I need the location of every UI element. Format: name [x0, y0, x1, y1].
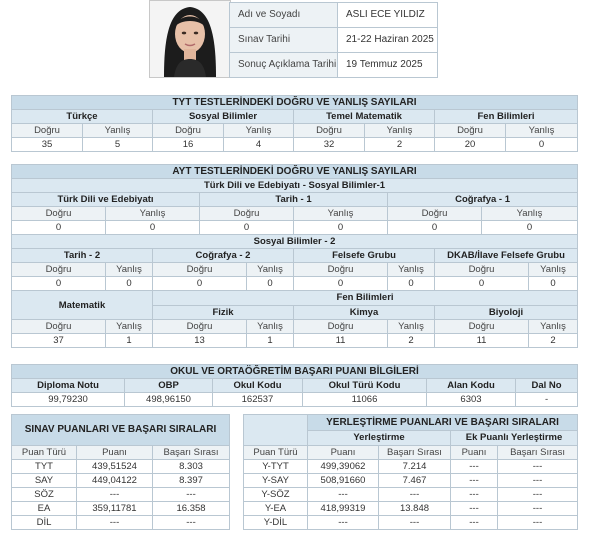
y-header: Puan Türü — [244, 446, 308, 460]
tyt-table — [11, 95, 578, 152]
dogru-label: Doğru — [12, 207, 106, 221]
y-puan-turu: Y-SÖZ — [244, 488, 308, 502]
ayt-value: 0 — [200, 221, 294, 235]
okul-title: OKUL VE ORTAÖĞRETİM BAŞARI PUANI BİLGİLERİ — [12, 365, 578, 379]
basari-sirasi: --- — [153, 488, 230, 502]
ayt-value: 2 — [388, 334, 435, 348]
tyt-value: 0 — [506, 138, 578, 152]
y-puan: --- — [308, 516, 379, 530]
okul-value: 99,79230 — [12, 393, 125, 407]
dogru-label: Doğru — [388, 207, 482, 221]
ek-puan: --- — [451, 516, 498, 530]
ayt-value: 0 — [12, 277, 106, 291]
ek-puan: --- — [451, 474, 498, 488]
yanlis-label: Yanlış — [388, 320, 435, 334]
dogru-label: Doğru — [12, 124, 83, 138]
ayt-value: 37 — [12, 334, 106, 348]
dogru-label: Doğru — [294, 124, 365, 138]
tyt-value: 5 — [83, 138, 153, 152]
result-date-value: 19 Temmuz 2025 — [338, 53, 438, 78]
ayt-subject-edebiyat: Türk Dili ve Edebiyatı — [12, 193, 200, 207]
sinav-puanlari-table — [11, 414, 230, 530]
puan: --- — [77, 488, 153, 502]
dogru-label: Doğru — [12, 263, 106, 277]
yerlestirme-corner — [244, 415, 308, 446]
dogru-label: Doğru — [435, 263, 529, 277]
y-puan: 499,39062 — [308, 460, 379, 474]
tyt-value: 16 — [153, 138, 224, 152]
yanlis-label: Yanlış — [529, 263, 578, 277]
y-puan: --- — [308, 488, 379, 502]
dogru-label: Doğru — [294, 263, 388, 277]
okul-table — [11, 364, 578, 407]
tyt-subject-matematik: Temel Matematik — [294, 110, 435, 124]
okul-header: Okul Kodu — [213, 379, 303, 393]
y-header: Başarı Sırası — [379, 446, 451, 460]
ayt-value: 11 — [294, 334, 388, 348]
okul-value: 11066 — [303, 393, 427, 407]
result-date-label: Sonuç Açıklama Tarihi — [230, 53, 338, 78]
ayt-value: 0 — [247, 277, 294, 291]
yerlestirme-col: Yerleştirme — [308, 430, 451, 446]
y-header: Puanı — [308, 446, 379, 460]
puan: --- — [77, 516, 153, 530]
tyt-value: 32 — [294, 138, 365, 152]
yanlis-label: Yanlış — [529, 320, 578, 334]
sinav-title: SINAV PUANLARI VE BAŞARI SIRALARI — [12, 415, 230, 446]
ayt-subject-cografya1: Coğrafya - 1 — [388, 193, 578, 207]
ayt-subject-tarih2: Tarih - 2 — [12, 249, 153, 263]
ayt-value: 1 — [106, 334, 153, 348]
ayt-value: 11 — [435, 334, 529, 348]
y-basari-sirasi: 7.467 — [379, 474, 451, 488]
ayt-value: 0 — [388, 277, 435, 291]
basari-sirasi: 8.303 — [153, 460, 230, 474]
yanlis-label: Yanlış — [106, 320, 153, 334]
okul-header: Alan Kodu — [427, 379, 516, 393]
ayt-value: 0 — [106, 221, 200, 235]
ayt-value: 0 — [106, 277, 153, 291]
y-puan-turu: Y-TYT — [244, 460, 308, 474]
okul-value: 498,96150 — [125, 393, 213, 407]
ayt-group1-title: Türk Dili ve Edebiyatı - Sosyal Bilimler-1 — [12, 179, 578, 193]
y-header: Puanı — [451, 446, 498, 460]
puan-turu: TYT — [12, 460, 77, 474]
ayt-value: 0 — [294, 277, 388, 291]
puan: 359,11781 — [77, 502, 153, 516]
yanlis-label: Yanlış — [247, 320, 294, 334]
yanlis-label: Yanlış — [388, 263, 435, 277]
tyt-subject-sosyal: Sosyal Bilimler — [153, 110, 294, 124]
yanlis-label: Yanlış — [482, 207, 578, 221]
tyt-value: 35 — [12, 138, 83, 152]
yerlestirme-title: YERLEŞTİRME PUANLARI VE BAŞARI SIRALARI — [308, 415, 578, 431]
tyt-subject-turkce: Türkçe — [12, 110, 153, 124]
ek-basari-sirasi: --- — [498, 474, 578, 488]
yanlis-label: Yanlış — [506, 124, 578, 138]
ayt-subject-matematik: Matematik — [12, 291, 153, 320]
y-basari-sirasi: --- — [379, 516, 451, 530]
ayt-subject-fizik: Fizik — [153, 305, 294, 320]
ayt-value: 0 — [12, 221, 106, 235]
basari-sirasi: --- — [153, 516, 230, 530]
ayt-value: 0 — [529, 277, 578, 291]
dogru-label: Doğru — [153, 263, 247, 277]
ayt-value: 0 — [153, 277, 247, 291]
y-header: Başarı Sırası — [498, 446, 578, 460]
ek-puan: --- — [451, 460, 498, 474]
dogru-label: Doğru — [153, 320, 247, 334]
ek-basari-sirasi: --- — [498, 488, 578, 502]
exam-date-value: 21-22 Haziran 2025 — [338, 28, 438, 53]
ayt-subject-felsefe: Felsefe Grubu — [294, 249, 435, 263]
okul-value: - — [516, 393, 578, 407]
ek-basari-sirasi: --- — [498, 516, 578, 530]
tyt-value: 2 — [365, 138, 435, 152]
dogru-label: Doğru — [294, 320, 388, 334]
ayt-subject-cografya2: Coğrafya - 2 — [153, 249, 294, 263]
tyt-subject-fen: Fen Bilimleri — [435, 110, 578, 124]
ayt-value: 0 — [388, 221, 482, 235]
basari-sirasi: 16.358 — [153, 502, 230, 516]
tyt-value: 20 — [435, 138, 506, 152]
tyt-value: 4 — [224, 138, 294, 152]
puan-turu: EA — [12, 502, 77, 516]
ayt-fen-title: Fen Bilimleri — [153, 291, 578, 306]
yanlis-label: Yanlış — [83, 124, 153, 138]
ayt-value: 13 — [153, 334, 247, 348]
ek-puan: --- — [451, 488, 498, 502]
y-puan-turu: Y-EA — [244, 502, 308, 516]
ek-basari-sirasi: --- — [498, 460, 578, 474]
sinav-header: Puan Türü — [12, 446, 77, 460]
name-value: ASLI ECE YILDIZ — [338, 3, 438, 28]
yanlis-label: Yanlış — [365, 124, 435, 138]
y-basari-sirasi: --- — [379, 488, 451, 502]
y-puan-turu: Y-SAY — [244, 474, 308, 488]
okul-header: Diploma Notu — [12, 379, 125, 393]
okul-header: OBP — [125, 379, 213, 393]
okul-header: Dal No — [516, 379, 578, 393]
exam-date-label: Sınav Tarihi — [230, 28, 338, 53]
ayt-subject-kimya: Kimya — [294, 305, 435, 320]
student-photo — [149, 0, 231, 78]
basari-sirasi: 8.397 — [153, 474, 230, 488]
ayt-value: 0 — [482, 221, 578, 235]
ayt-subject-biyoloji: Biyoloji — [435, 305, 578, 320]
personal-info-table — [229, 2, 438, 78]
yanlis-label: Yanlış — [224, 124, 294, 138]
y-basari-sirasi: 13.848 — [379, 502, 451, 516]
puan: 439,51524 — [77, 460, 153, 474]
y-puan-turu: Y-DİL — [244, 516, 308, 530]
dogru-label: Doğru — [12, 320, 106, 334]
puan-turu: SAY — [12, 474, 77, 488]
yanlis-label: Yanlış — [106, 263, 153, 277]
ayt-subject-tarih1: Tarih - 1 — [200, 193, 388, 207]
dogru-label: Doğru — [153, 124, 224, 138]
sinav-header: Başarı Sırası — [153, 446, 230, 460]
ayt-value: 1 — [247, 334, 294, 348]
puan: 449,04122 — [77, 474, 153, 488]
sinav-header: Puanı — [77, 446, 153, 460]
ayt-title: AYT TESTLERİNDEKİ DOĞRU VE YANLIŞ SAYILARI — [12, 165, 578, 179]
ek-basari-sirasi: --- — [498, 502, 578, 516]
ayt-subject-dkab: DKAB/İlave Felsefe Grubu — [435, 249, 578, 263]
okul-value: 6303 — [427, 393, 516, 407]
ayt-value: 2 — [529, 334, 578, 348]
yerlestirme-table — [243, 414, 578, 530]
ayt-value: 0 — [294, 221, 388, 235]
puan-turu: DİL — [12, 516, 77, 530]
name-label: Adı ve Soyadı — [230, 3, 338, 28]
ek-puan: --- — [451, 502, 498, 516]
ayt-group2-title: Sosyal Bilimler - 2 — [12, 235, 578, 249]
yanlis-label: Yanlış — [294, 207, 388, 221]
yanlis-label: Yanlış — [247, 263, 294, 277]
dogru-label: Doğru — [435, 320, 529, 334]
y-puan: 508,91660 — [308, 474, 379, 488]
ayt-value: 0 — [435, 277, 529, 291]
yanlis-label: Yanlış — [106, 207, 200, 221]
puan-turu: SÖZ — [12, 488, 77, 502]
okul-value: 162537 — [213, 393, 303, 407]
okul-header: Okul Türü Kodu — [303, 379, 427, 393]
dogru-label: Doğru — [435, 124, 506, 138]
y-puan: 418,99319 — [308, 502, 379, 516]
y-basari-sirasi: 7.214 — [379, 460, 451, 474]
ek-puanli-col: Ek Puanlı Yerleştirme — [451, 430, 578, 446]
dogru-label: Doğru — [200, 207, 294, 221]
ayt-table-main — [11, 164, 578, 348]
tyt-title: TYT TESTLERİNDEKİ DOĞRU VE YANLIŞ SAYILARI — [12, 96, 578, 110]
